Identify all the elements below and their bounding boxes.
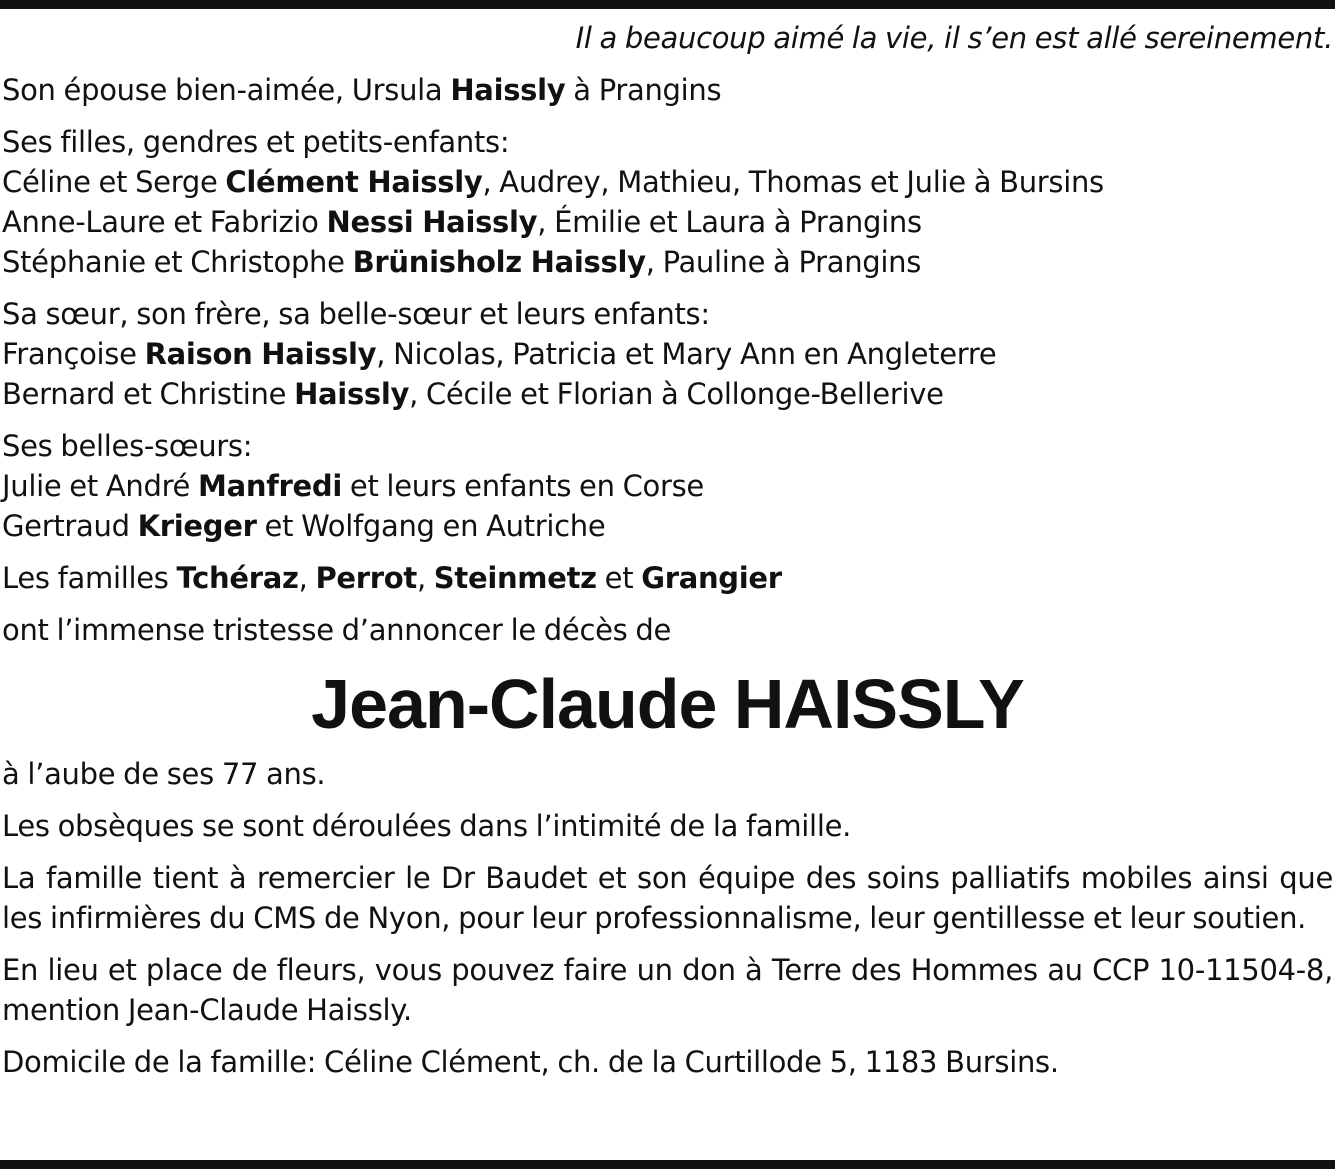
spouse-line bbox=[2, 70, 1333, 110]
obituary-notice bbox=[2, 18, 1333, 1094]
family-line: Stéphanie et Christophe Brünisholz Haissly, Pauline à Prangins bbox=[2, 245, 922, 279]
family-line: Anne-Laure et Fabrizio Nessi Haissly, Émilie et Laura à Prangins bbox=[2, 205, 922, 239]
family-line: Gertraud Krieger et Wolfgang en Autriche bbox=[2, 509, 606, 543]
spouse-name: Haissly bbox=[450, 73, 566, 107]
sisters-in-law-heading: Ses belles-sœurs: bbox=[2, 429, 253, 463]
spouse-pre: Son épouse bien-aimée, Ursula bbox=[2, 73, 451, 107]
sisters-in-law-block bbox=[2, 426, 1333, 546]
domicile-line: Domicile de la famille: Céline Clément, ch. de la Curtillode 5, 1183 Bursins. bbox=[2, 1045, 1059, 1079]
siblings-heading: Sa sœur, son frère, sa belle-sœur et leurs enfants: bbox=[2, 297, 710, 331]
family-line: Julie et André Manfredi et leurs enfants en Corse bbox=[2, 469, 704, 503]
thanks-paragraph: La famille tient à remercier le Dr Baudet et son équipe des soins palliatifs mobiles ainsi que les infirmières du CMS de Nyon, pour leur professionnalisme, leur gentillesse et leur soutien. bbox=[2, 861, 1333, 935]
motto: Il a beaucoup aimé la vie, il s’en est allé sereinement. bbox=[575, 21, 1333, 55]
bottom-rule bbox=[0, 1160, 1335, 1169]
spouse-post: à Prangins bbox=[565, 73, 722, 107]
top-rule bbox=[0, 0, 1335, 9]
family-line: Françoise Raison Haissly, Nicolas, Patricia et Mary Ann en Angleterre bbox=[2, 337, 997, 371]
family-line: Céline et Serge Clément Haissly, Audrey, Mathieu, Thomas et Julie à Bursins bbox=[2, 165, 1104, 199]
siblings-block bbox=[2, 294, 1333, 414]
age-line: à l’aube de ses 77 ans. bbox=[2, 757, 326, 791]
daughters-heading: Ses filles, gendres et petits-enfants: bbox=[2, 125, 510, 159]
deceased-name: Jean-Claude HAISSLY bbox=[311, 665, 1024, 743]
announcement: ont l’immense tristesse d’annoncer le décès de bbox=[2, 613, 672, 647]
funeral-line: Les obsèques se sont déroulées dans l’intimité de la famille. bbox=[2, 809, 852, 843]
donation-paragraph: En lieu et place de fleurs, vous pouvez faire un don à Terre des Hommes au CCP 10-11504-8, mention Jean-Claude Haissly. bbox=[2, 953, 1333, 1027]
daughters-block bbox=[2, 122, 1333, 282]
family-line: Bernard et Christine Haissly, Cécile et Florian à Collonge-Bellerive bbox=[2, 377, 944, 411]
families-line: Les familles Tchéraz, Perrot, Steinmetz et Grangier bbox=[2, 561, 782, 595]
